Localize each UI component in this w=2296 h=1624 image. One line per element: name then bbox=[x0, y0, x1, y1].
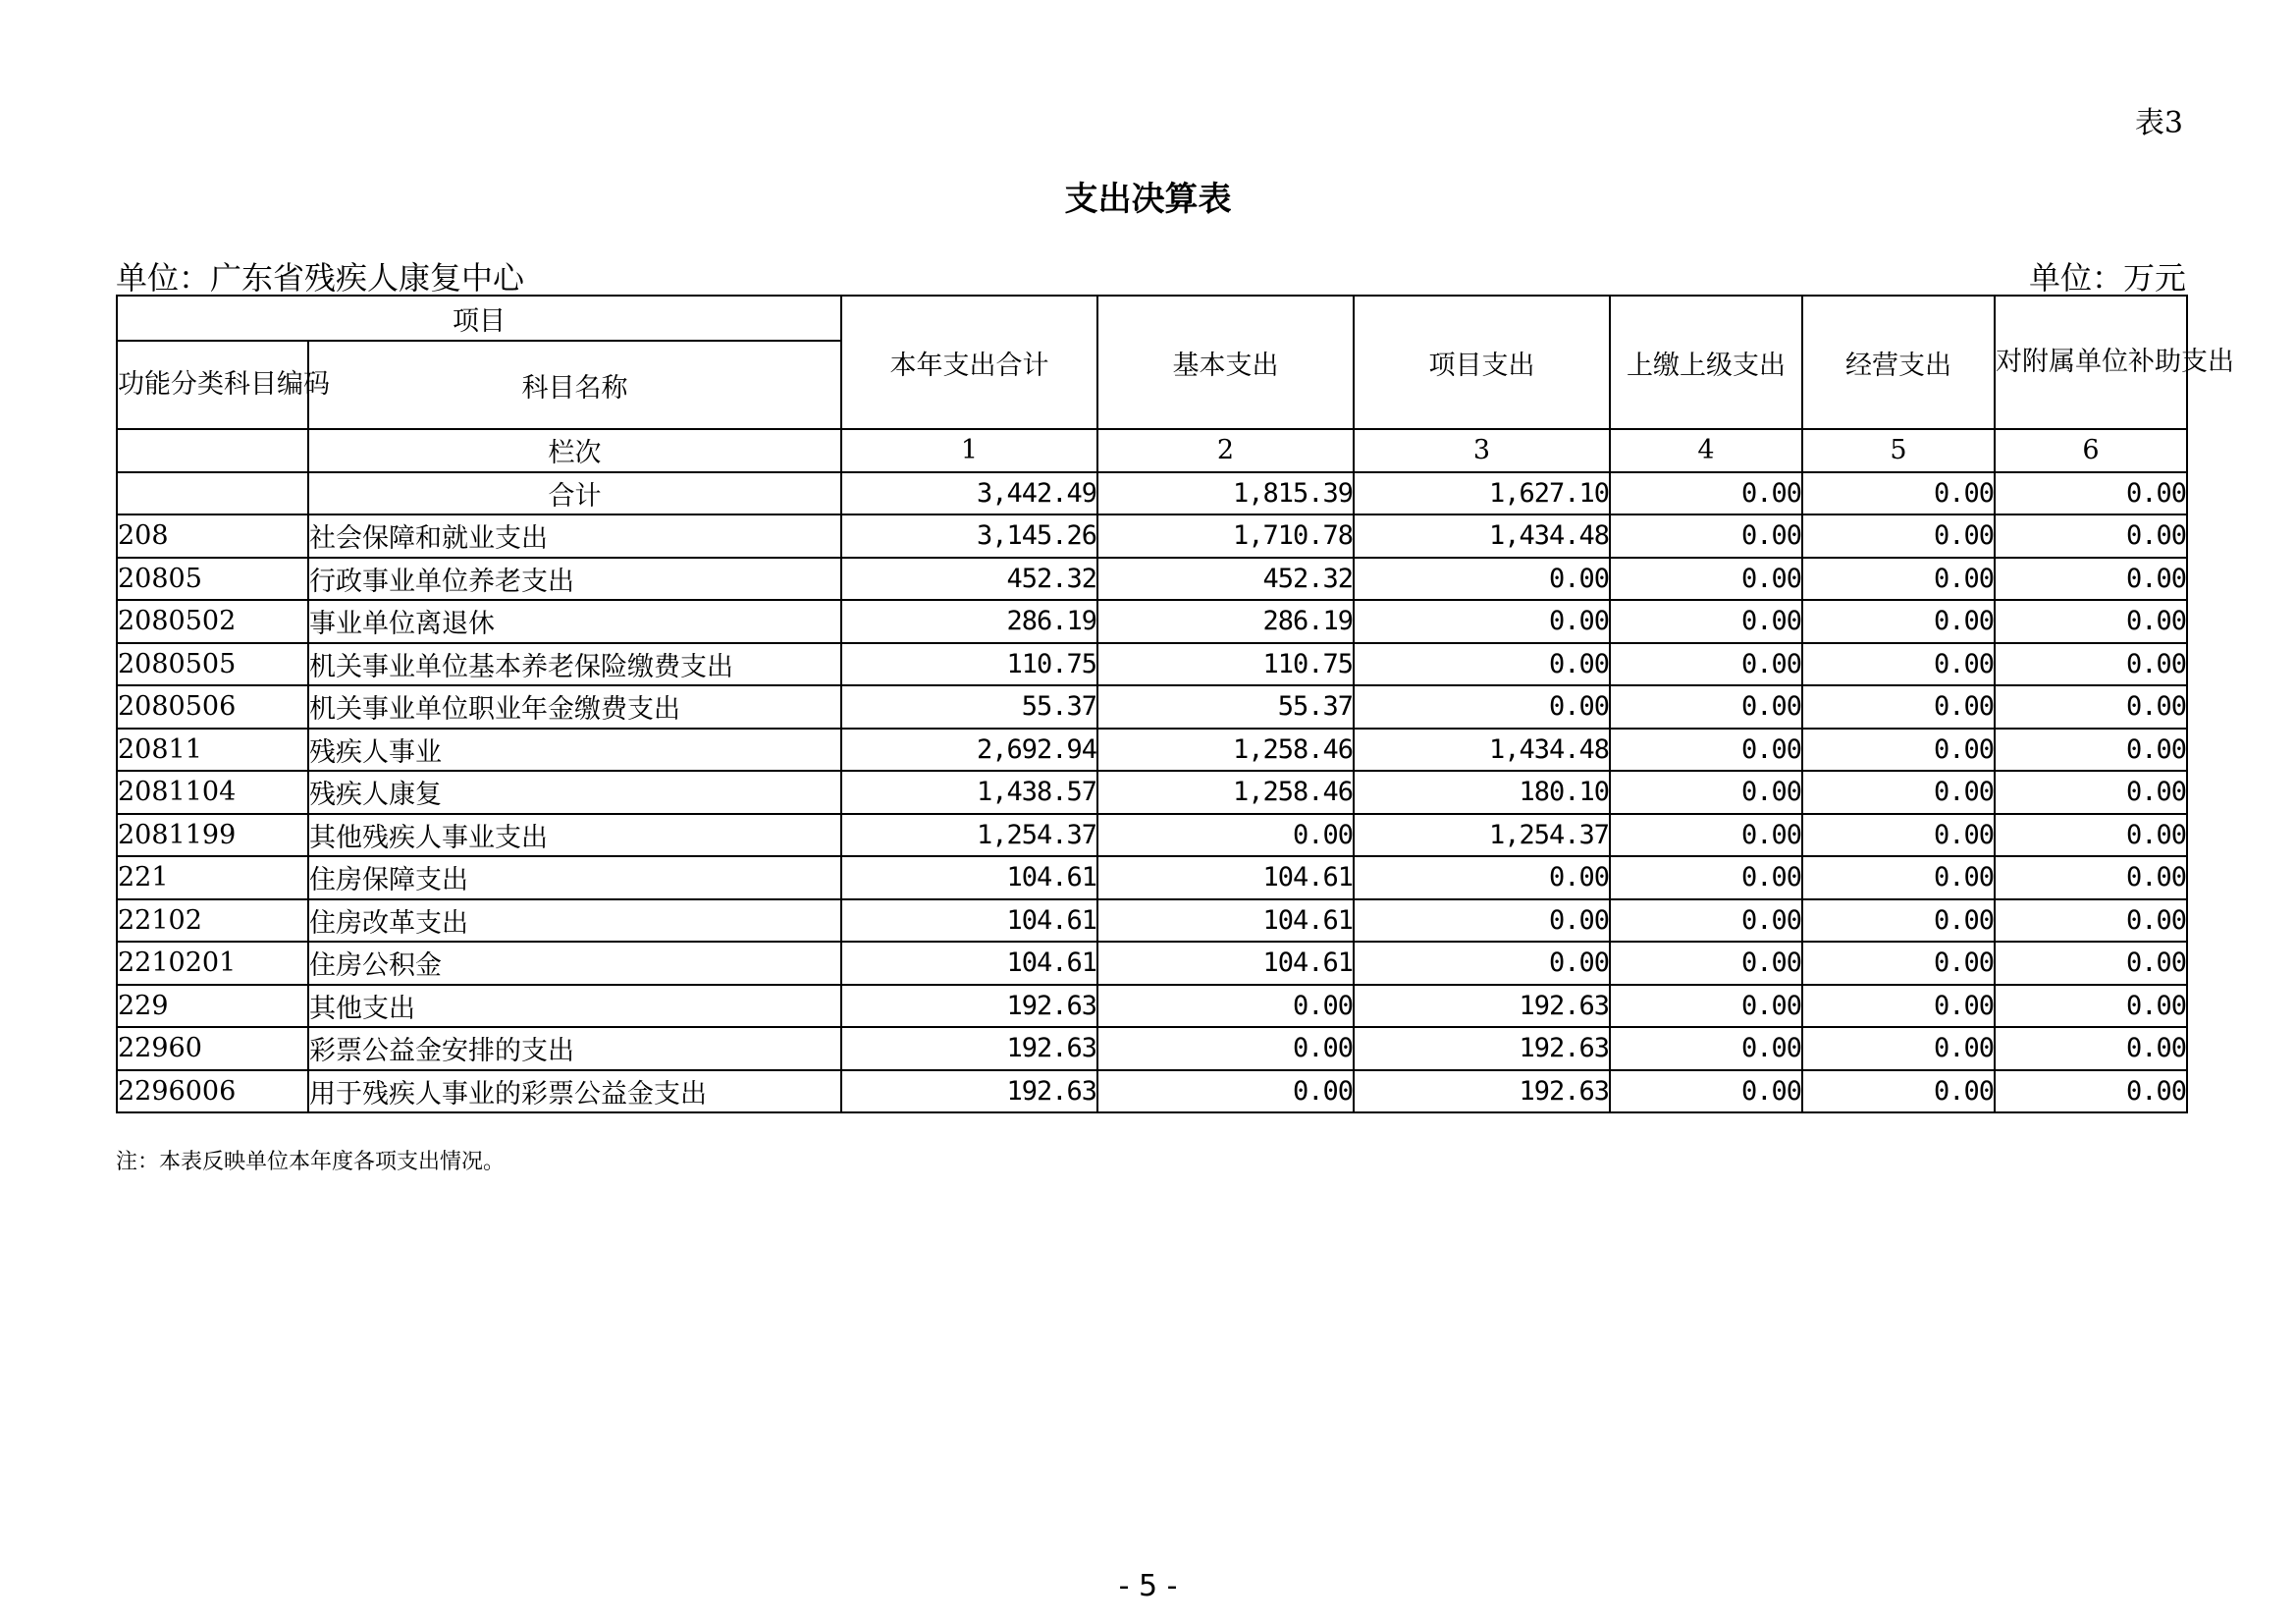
page-title: 支出决算表 bbox=[1064, 180, 1232, 219]
row-code: 229 bbox=[117, 985, 308, 1028]
row-subsidy: 0.00 bbox=[1995, 472, 2187, 515]
row-name: 机关事业单位职业年金缴费支出 bbox=[308, 685, 841, 729]
row-upper: 0.00 bbox=[1610, 899, 1802, 943]
row-basic: 1,258.46 bbox=[1097, 729, 1354, 772]
header-col-number-2: 2 bbox=[1097, 429, 1354, 472]
row-name: 其他支出 bbox=[308, 985, 841, 1028]
table-row bbox=[117, 558, 2187, 601]
row-upper: 0.00 bbox=[1610, 643, 1802, 686]
table-note: 注：本表反映单位本年度各项支出情况。 bbox=[116, 1150, 506, 1174]
header-basic-expenditure: 基本支出 bbox=[1097, 296, 1354, 429]
row-code: 20811 bbox=[117, 729, 308, 772]
row-name: 残疾人事业 bbox=[308, 729, 841, 772]
row-upper: 0.00 bbox=[1610, 942, 1802, 985]
table-row bbox=[117, 771, 2187, 814]
row-subsidy: 0.00 bbox=[1995, 643, 2187, 686]
row-subsidy: 0.00 bbox=[1995, 1070, 2187, 1113]
row-business: 0.00 bbox=[1802, 814, 1995, 857]
header-project: 项目 bbox=[117, 296, 841, 341]
row-name: 彩票公益金安排的支出 bbox=[308, 1027, 841, 1070]
row-basic: 286.19 bbox=[1097, 600, 1354, 643]
row-subsidy: 0.00 bbox=[1995, 856, 2187, 899]
row-basic: 104.61 bbox=[1097, 942, 1354, 985]
row-project: 180.10 bbox=[1354, 771, 1610, 814]
page-number: - 5 - bbox=[1118, 1569, 1178, 1603]
row-business: 0.00 bbox=[1802, 600, 1995, 643]
row-subsidy: 0.00 bbox=[1995, 729, 2187, 772]
row-total: 104.61 bbox=[841, 856, 1097, 899]
row-name: 住房改革支出 bbox=[308, 899, 841, 943]
row-project: 0.00 bbox=[1354, 942, 1610, 985]
row-subsidy: 0.00 bbox=[1995, 899, 2187, 943]
row-upper: 0.00 bbox=[1610, 1027, 1802, 1070]
row-basic: 1,710.78 bbox=[1097, 514, 1354, 558]
unit-currency: 单位：万元 bbox=[2028, 259, 2186, 297]
row-name: 残疾人康复 bbox=[308, 771, 841, 814]
row-basic: 104.61 bbox=[1097, 856, 1354, 899]
row-code: 22102 bbox=[117, 899, 308, 943]
row-business: 0.00 bbox=[1802, 985, 1995, 1028]
row-business: 0.00 bbox=[1802, 1070, 1995, 1113]
row-project: 1,254.37 bbox=[1354, 814, 1610, 857]
row-business: 0.00 bbox=[1802, 685, 1995, 729]
row-code: 2080502 bbox=[117, 600, 308, 643]
row-upper: 0.00 bbox=[1610, 985, 1802, 1028]
header-project-expenditure: 项目支出 bbox=[1354, 296, 1610, 429]
header-col-number-1: 1 bbox=[841, 429, 1097, 472]
row-subsidy: 0.00 bbox=[1995, 985, 2187, 1028]
row-business: 0.00 bbox=[1802, 899, 1995, 943]
unit-organization: 单位：广东省残疾人康复中心 bbox=[116, 259, 525, 297]
row-basic: 452.32 bbox=[1097, 558, 1354, 601]
expenditure-table bbox=[116, 295, 2234, 1113]
row-upper: 0.00 bbox=[1610, 729, 1802, 772]
table-row bbox=[117, 1027, 2187, 1070]
row-code: 208 bbox=[117, 514, 308, 558]
row-business: 0.00 bbox=[1802, 729, 1995, 772]
header-upper-level-expenditure: 上缴上级支出 bbox=[1610, 296, 1802, 429]
row-name: 事业单位离退休 bbox=[308, 600, 841, 643]
row-project: 192.63 bbox=[1354, 1070, 1610, 1113]
row-basic: 104.61 bbox=[1097, 899, 1354, 943]
header-lanci-blank bbox=[117, 429, 308, 472]
row-subsidy: 0.00 bbox=[1995, 514, 2187, 558]
row-code bbox=[117, 472, 308, 515]
row-business: 0.00 bbox=[1802, 472, 1995, 515]
row-project: 0.00 bbox=[1354, 558, 1610, 601]
row-name: 行政事业单位养老支出 bbox=[308, 558, 841, 601]
row-upper: 0.00 bbox=[1610, 600, 1802, 643]
row-total: 3,145.26 bbox=[841, 514, 1097, 558]
row-basic: 0.00 bbox=[1097, 1070, 1354, 1113]
row-upper: 0.00 bbox=[1610, 685, 1802, 729]
row-code: 2081199 bbox=[117, 814, 308, 857]
row-basic: 110.75 bbox=[1097, 643, 1354, 686]
header-lanci: 栏次 bbox=[308, 429, 841, 472]
row-name: 用于残疾人事业的彩票公益金支出 bbox=[308, 1070, 841, 1113]
row-business: 0.00 bbox=[1802, 771, 1995, 814]
row-project: 1,434.48 bbox=[1354, 729, 1610, 772]
row-project: 0.00 bbox=[1354, 685, 1610, 729]
row-project: 0.00 bbox=[1354, 643, 1610, 686]
row-upper: 0.00 bbox=[1610, 514, 1802, 558]
row-upper: 0.00 bbox=[1610, 1070, 1802, 1113]
table-row bbox=[117, 600, 2187, 643]
row-business: 0.00 bbox=[1802, 514, 1995, 558]
row-basic: 0.00 bbox=[1097, 985, 1354, 1028]
row-upper: 0.00 bbox=[1610, 558, 1802, 601]
row-code: 221 bbox=[117, 856, 308, 899]
row-business: 0.00 bbox=[1802, 942, 1995, 985]
row-project: 0.00 bbox=[1354, 600, 1610, 643]
row-project: 1,627.10 bbox=[1354, 472, 1610, 515]
header-col-number-3: 3 bbox=[1354, 429, 1610, 472]
table-row-total bbox=[117, 472, 2187, 515]
row-business: 0.00 bbox=[1802, 1027, 1995, 1070]
row-subsidy: 0.00 bbox=[1995, 1027, 2187, 1070]
row-project: 192.63 bbox=[1354, 985, 1610, 1028]
row-basic: 0.00 bbox=[1097, 814, 1354, 857]
table-row bbox=[117, 856, 2187, 899]
row-business: 0.00 bbox=[1802, 856, 1995, 899]
row-code: 2081104 bbox=[117, 771, 308, 814]
table-row bbox=[117, 514, 2187, 558]
header-total-expenditure: 本年支出合计 bbox=[841, 296, 1097, 429]
row-name: 合计 bbox=[308, 472, 841, 515]
row-total: 2,692.94 bbox=[841, 729, 1097, 772]
row-basic: 55.37 bbox=[1097, 685, 1354, 729]
row-project: 0.00 bbox=[1354, 899, 1610, 943]
row-total: 110.75 bbox=[841, 643, 1097, 686]
row-business: 0.00 bbox=[1802, 643, 1995, 686]
row-upper: 0.00 bbox=[1610, 814, 1802, 857]
row-name: 住房保障支出 bbox=[308, 856, 841, 899]
header-col-number-5: 5 bbox=[1802, 429, 1995, 472]
row-total: 192.63 bbox=[841, 1027, 1097, 1070]
row-total: 104.61 bbox=[841, 899, 1097, 943]
row-project: 1,434.48 bbox=[1354, 514, 1610, 558]
row-subsidy: 0.00 bbox=[1995, 558, 2187, 601]
table-row bbox=[117, 814, 2187, 857]
row-total: 452.32 bbox=[841, 558, 1097, 601]
header-business-expenditure: 经营支出 bbox=[1802, 296, 1995, 429]
row-name: 住房公积金 bbox=[308, 942, 841, 985]
row-total: 1,438.57 bbox=[841, 771, 1097, 814]
header-col-number-6: 6 bbox=[1995, 429, 2187, 472]
row-code: 22960 bbox=[117, 1027, 308, 1070]
row-total: 192.63 bbox=[841, 1070, 1097, 1113]
row-subsidy: 0.00 bbox=[1995, 942, 2187, 985]
row-project: 192.63 bbox=[1354, 1027, 1610, 1070]
row-total: 104.61 bbox=[841, 942, 1097, 985]
row-basic: 1,815.39 bbox=[1097, 472, 1354, 515]
row-code: 2080505 bbox=[117, 643, 308, 686]
row-total: 286.19 bbox=[841, 600, 1097, 643]
row-upper: 0.00 bbox=[1610, 472, 1802, 515]
header-code: 功能分类科目编码 bbox=[117, 341, 308, 429]
header-subsidy-expenditure: 对附属单位补助支出 bbox=[1995, 296, 2187, 429]
row-subsidy: 0.00 bbox=[1995, 814, 2187, 857]
row-basic: 0.00 bbox=[1097, 1027, 1354, 1070]
table-row bbox=[117, 942, 2187, 985]
row-total: 3,442.49 bbox=[841, 472, 1097, 515]
table-row bbox=[117, 985, 2187, 1028]
table-row bbox=[117, 899, 2187, 943]
row-subsidy: 0.00 bbox=[1995, 600, 2187, 643]
row-project: 0.00 bbox=[1354, 856, 1610, 899]
table-row bbox=[117, 643, 2187, 686]
row-code: 20805 bbox=[117, 558, 308, 601]
table-number: 表3 bbox=[2134, 106, 2183, 140]
row-upper: 0.00 bbox=[1610, 771, 1802, 814]
row-name: 社会保障和就业支出 bbox=[308, 514, 841, 558]
row-upper: 0.00 bbox=[1610, 856, 1802, 899]
row-code: 2296006 bbox=[117, 1070, 308, 1113]
table-row bbox=[117, 1070, 2187, 1113]
row-code: 2210201 bbox=[117, 942, 308, 985]
row-name: 其他残疾人事业支出 bbox=[308, 814, 841, 857]
row-name: 机关事业单位基本养老保险缴费支出 bbox=[308, 643, 841, 686]
header-col-number-4: 4 bbox=[1610, 429, 1802, 472]
row-subsidy: 0.00 bbox=[1995, 685, 2187, 729]
row-code: 2080506 bbox=[117, 685, 308, 729]
row-basic: 1,258.46 bbox=[1097, 771, 1354, 814]
row-total: 192.63 bbox=[841, 985, 1097, 1028]
row-subsidy: 0.00 bbox=[1995, 771, 2187, 814]
header-name: 科目名称 bbox=[308, 341, 841, 429]
table-row bbox=[117, 729, 2187, 772]
table-row bbox=[117, 685, 2187, 729]
row-business: 0.00 bbox=[1802, 558, 1995, 601]
row-total: 1,254.37 bbox=[841, 814, 1097, 857]
row-total: 55.37 bbox=[841, 685, 1097, 729]
